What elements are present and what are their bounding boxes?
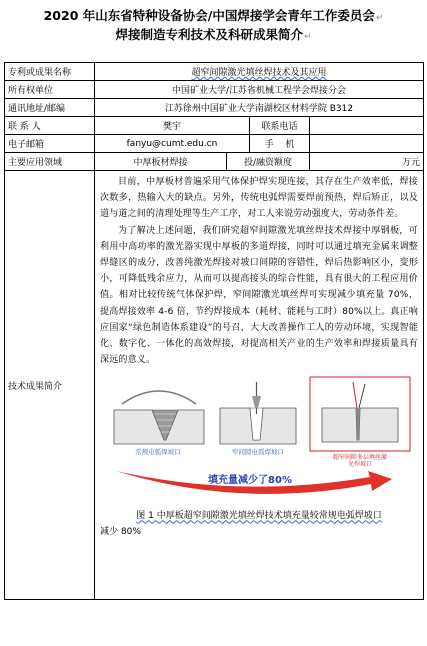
- owner-label: 所有权单位: [5, 81, 95, 99]
- intro-content: [95, 171, 424, 600]
- label-laser-groove-line2: 光焊坡口: [347, 461, 373, 469]
- laser-beam-line: [353, 382, 357, 408]
- owner-value: 中国矿业大学/江苏省机械工程学会焊接分会: [95, 81, 424, 99]
- narrow-arc-groove-diagram: [220, 382, 296, 444]
- mobile-label: 手 机: [250, 135, 310, 153]
- figure-caption-text: 图 1 中厚板超窄间隙激光填丝焊技术填充量较常规电弧焊坡口: [136, 511, 382, 522]
- conventional-groove-diagram: [114, 391, 204, 444]
- conventional-arc-line: [122, 391, 196, 404]
- intro-paragraph-2: 为了解决上述问题，我们研究超窄间隙激光填丝焊技术焊接中厚钢板，可利用中高功率的激光器实现中厚板的多道焊接，同时可以通过填充金属来调整焊缝区的成分，改善纯激光焊接对坡口间隙的容错性，焊后热影响区小，变形小，可降低残余应力，从而可以提高接头的综合性能，具有很大的工程应用价值。相对比较传统气体保护焊，窄间隙激光填丝焊可实现减少填充量 70%，提高焊接效率 4-6 倍，节约焊接成本（耗材、能耗与工时）80%以上。真正响应国家“绿色制造体系建设”的号召，大大改善操作工人的劳动环境，实现智能化、数字化、一体化的高效焊接，对提高相关产业的生产效率和焊接质量具有深远的意义。: [100, 225, 419, 366]
- narrow-arc-torch-tip: [252, 396, 261, 408]
- email-label: 电子邮箱: [5, 135, 95, 153]
- patent-name-text: 超窄间隙激光填丝焊技术及其应用: [191, 68, 327, 78]
- row-field: [5, 153, 424, 171]
- laser-plate-shape: [322, 408, 398, 442]
- reduction-arrow-text: 填充量减少了80%: [208, 475, 292, 487]
- investment-label: 投/融资额度: [227, 153, 310, 171]
- patent-name-value: [95, 63, 424, 81]
- label-laser-groove-line1: 超窄间隙多层填丝激: [332, 454, 388, 462]
- groove-comparison-figure: [100, 374, 420, 469]
- contact-label: 联 系 人: [5, 117, 95, 135]
- intro-paragraph-1: 目前，中厚板材普遍采用气体保护焊实现连接，其存在生产效率低，焊接次数多，热输入大的缺点。另外，传统电弧焊需要焊前预热，焊后矫正，以及道与道之间的清理处理等生产工序，对工人来说劳动强度大，劳动条件差。: [100, 177, 419, 220]
- patent-info-table: [4, 62, 424, 600]
- groove-comparison-svg: [100, 374, 420, 469]
- paragraph-mark-icon: ↵: [375, 13, 384, 23]
- row-owner: [5, 81, 424, 99]
- reduction-arrow-block: [100, 469, 420, 503]
- filler-wire-line: [359, 384, 365, 408]
- address-value: 江苏徐州中国矿业大学南湖校区材料学院 B312: [95, 99, 424, 117]
- row-address: [5, 99, 424, 117]
- title-line2-text: 焊接制造专利技术及科研成果简介: [115, 27, 303, 42]
- row-email: [5, 135, 424, 153]
- mobile-value: [310, 135, 424, 153]
- email-value: fanyu@cumt.edu.cn: [95, 135, 250, 153]
- investment-value: 万元: [310, 153, 424, 171]
- figure-caption-line1: [100, 509, 418, 523]
- paragraph-mark-icon: ↵: [303, 32, 312, 42]
- row-contact: [5, 117, 424, 135]
- patent-name-label: 专利或成果名称: [5, 63, 95, 81]
- field-value: 中厚板材焊接: [95, 153, 227, 171]
- title-line1-text: 2020 年山东省特种设备协会/中国焊接学会青年工作委员会: [43, 8, 375, 23]
- reduction-arrow-svg: [100, 469, 420, 503]
- phone-label: 联系电话: [250, 117, 310, 135]
- field-label: 主要应用领域: [5, 153, 95, 171]
- intro-label: 技术成果简介: [5, 171, 95, 600]
- page-title-line1: [0, 7, 427, 27]
- row-intro: [5, 171, 424, 600]
- figure-caption-line2: 减少 80%: [100, 527, 141, 538]
- row-patent-name: [5, 63, 424, 81]
- phone-value: [310, 117, 424, 135]
- label-conventional-groove: 常规电弧焊坡口: [135, 448, 181, 457]
- laser-groove-diagram: [310, 377, 410, 451]
- page-title-line2: [0, 26, 427, 46]
- address-label: 通讯地址/邮编: [5, 99, 95, 117]
- contact-value: 樊宇: [95, 117, 250, 135]
- label-narrow-arc-groove: 窄间隙电弧焊坡口: [232, 448, 284, 457]
